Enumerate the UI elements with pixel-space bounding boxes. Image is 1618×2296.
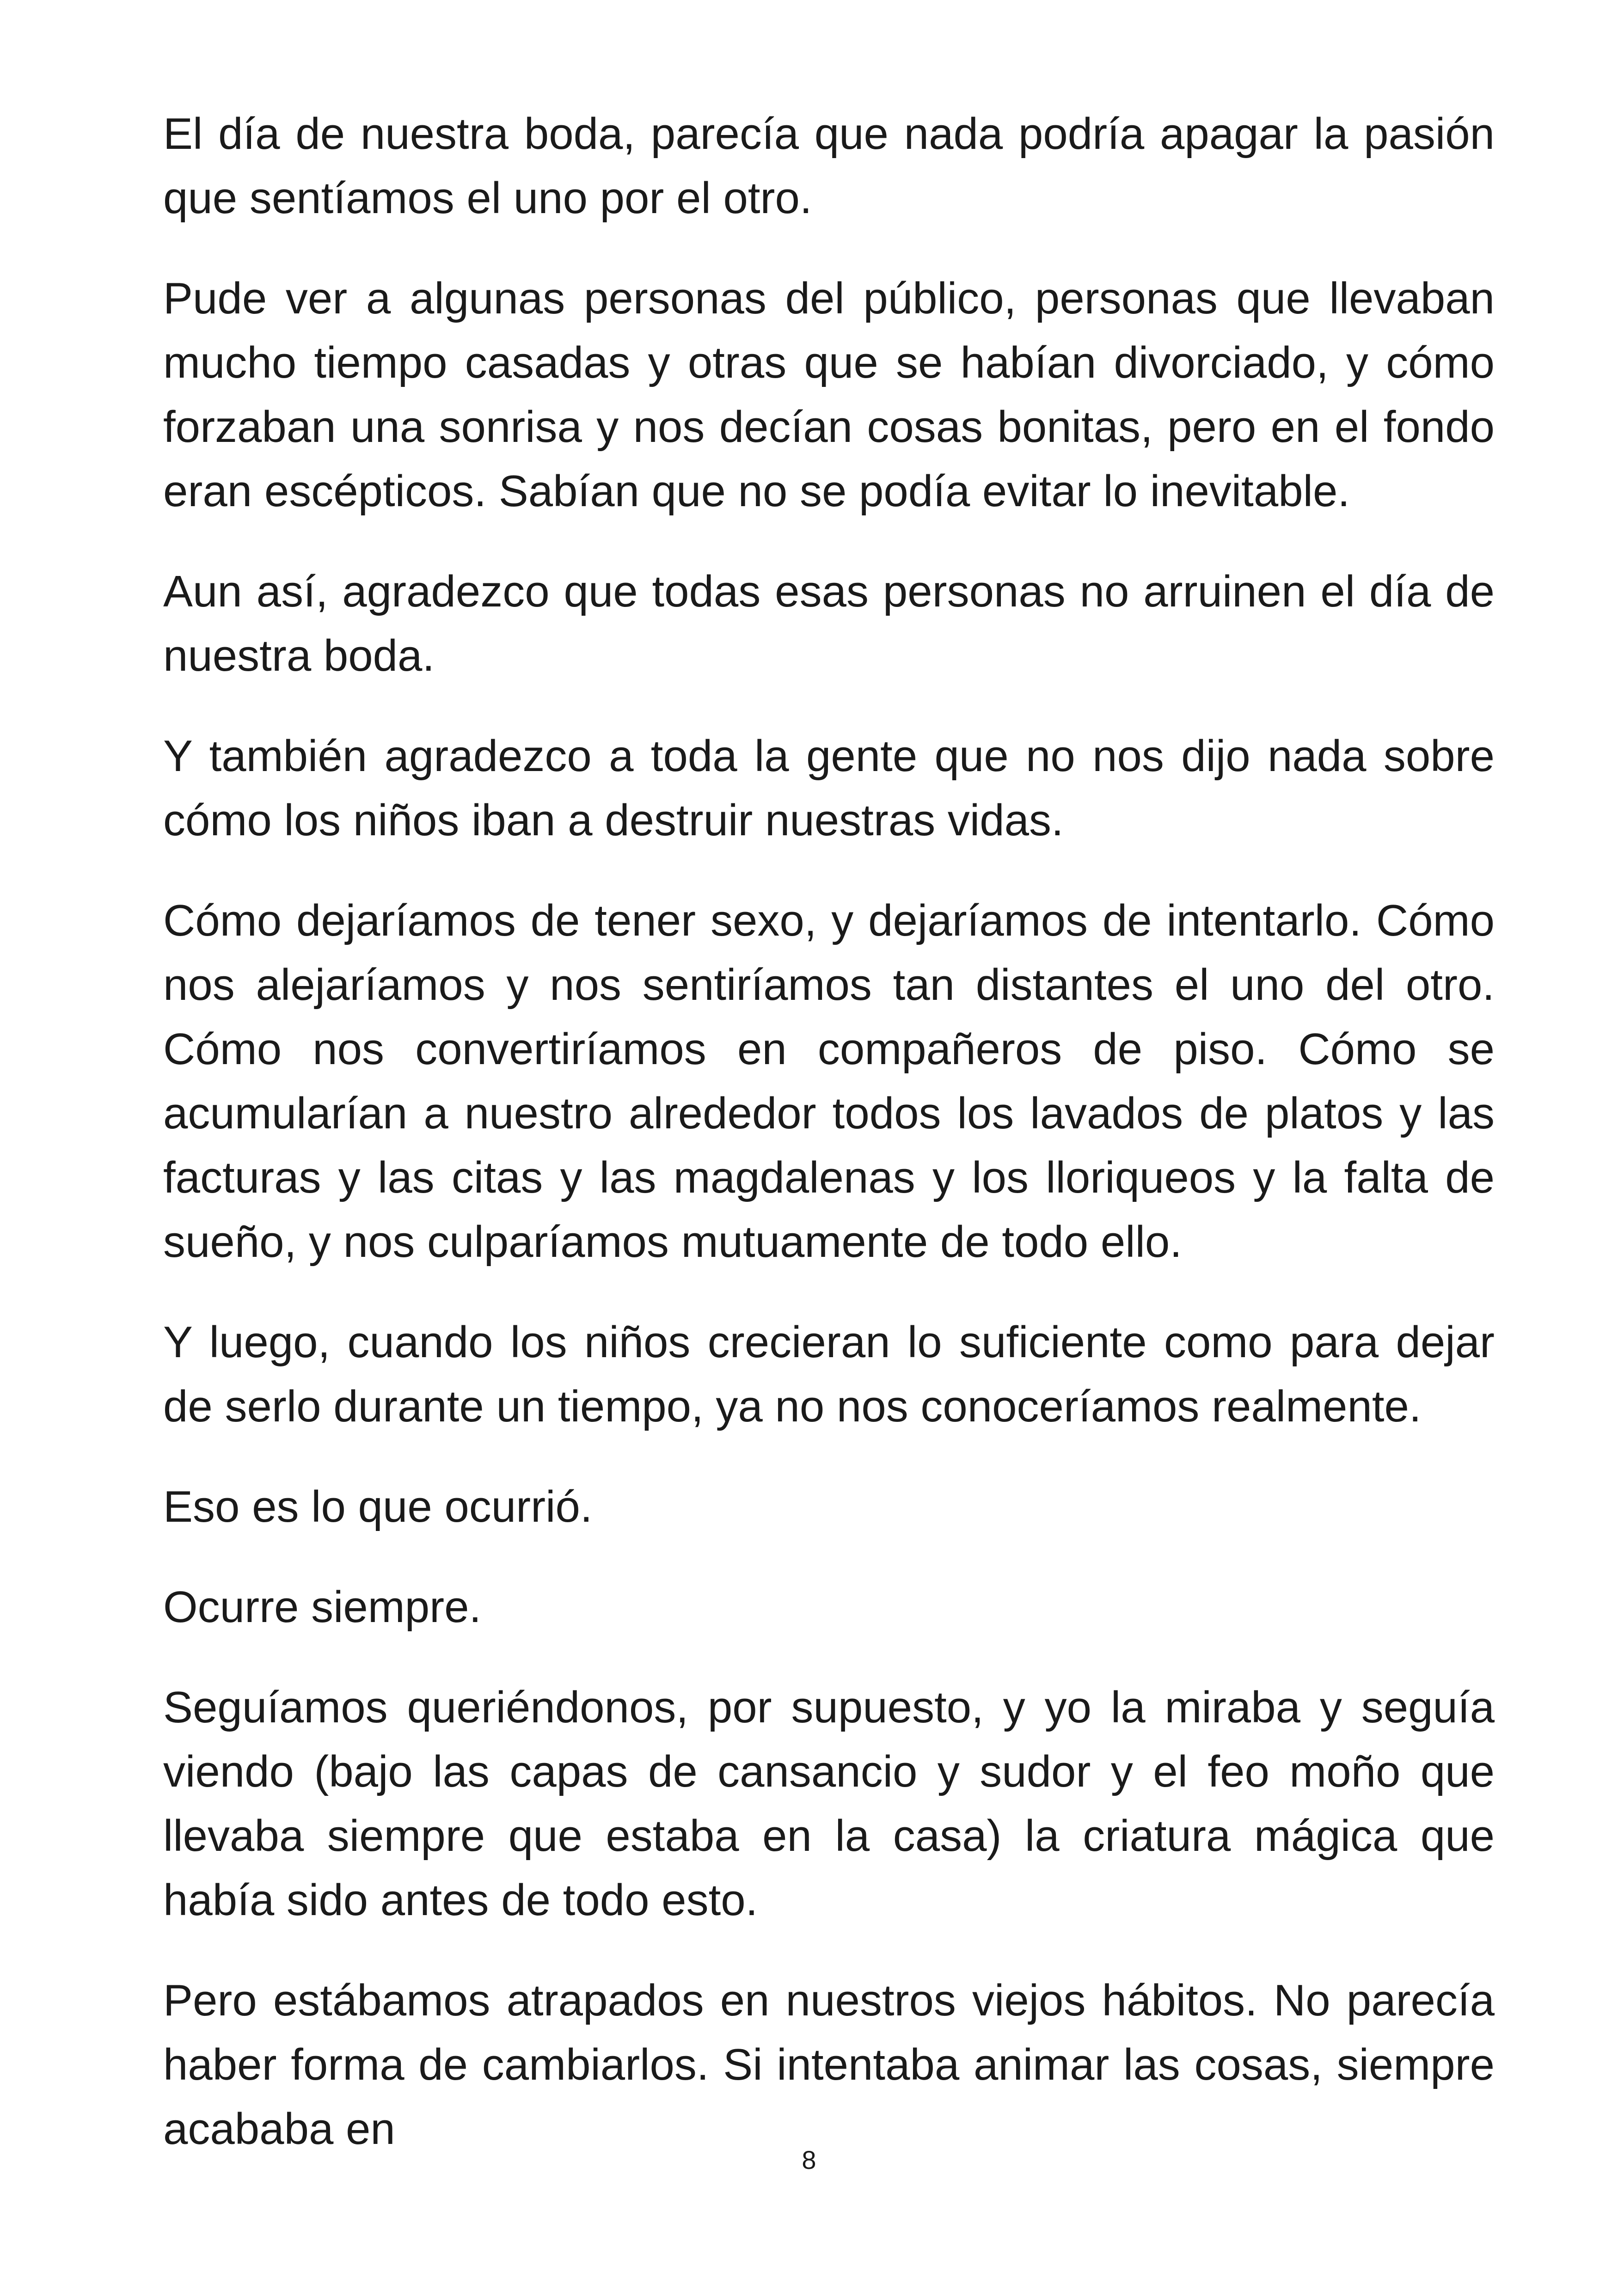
paragraph-6: Y luego, cuando los niños crecieran lo suficiente como para dejar de serlo durante un tiempo, ya no nos conoceríamos realmente. xyxy=(163,1317,1495,1431)
page-number: 8 xyxy=(802,2145,816,2174)
paragraph-7: Eso es lo que ocurrió. xyxy=(163,1482,593,1531)
body-text xyxy=(163,102,1495,2197)
paragraph-2: Pude ver a algunas personas del público, personas que llevaban mucho tiempo casadas y otras que se habían divorciado, y cómo forzaban una sonrisa y nos decían cosas bonitas, pero en el fondo eran escépticos. Sabían que no se podía evitar lo inevitable. xyxy=(163,274,1495,516)
paragraph-3: Aun así, agradezco que todas esas personas no arruinen el día de nuestra boda. xyxy=(163,567,1495,680)
paragraph-9: Seguíamos queriéndonos, por supuesto, y yo la miraba y seguía viendo (bajo las capas de cansancio y sudor y el feo moño que llevaba siempre que estaba en la casa) la criatura mágica que había sido antes de todo esto. xyxy=(163,1683,1495,1925)
paragraph-5: Cómo dejaríamos de tener sexo, y dejaríamos de intentarlo. Cómo nos alejaríamos y nos sentiríamos tan distantes el uno del otro. Cómo nos convertiríamos en compañeros de piso. Cómo se acumularían a nuestro alrededor todos los lavados de platos y las facturas y las citas y las magdalenas y los lloriqueos y la falta de sueño, y nos culparíamos mutuamente de todo ello. xyxy=(163,896,1495,1267)
paragraph-8: Ocurre siempre. xyxy=(163,1582,482,1632)
paragraph-10: Pero estábamos atrapados en nuestros viejos hábitos. No parecía haber forma de cambiarlos. Si intentaba animar las cosas, siempre acababa en xyxy=(163,1976,1495,2154)
paragraph-4: Y también agradezco a toda la gente que no nos dijo nada sobre cómo los niños iban a destruir nuestras vidas. xyxy=(163,731,1495,845)
paragraph-1: El día de nuestra boda, parecía que nada podría apagar la pasión que sentíamos el uno por el otro. xyxy=(163,109,1495,223)
